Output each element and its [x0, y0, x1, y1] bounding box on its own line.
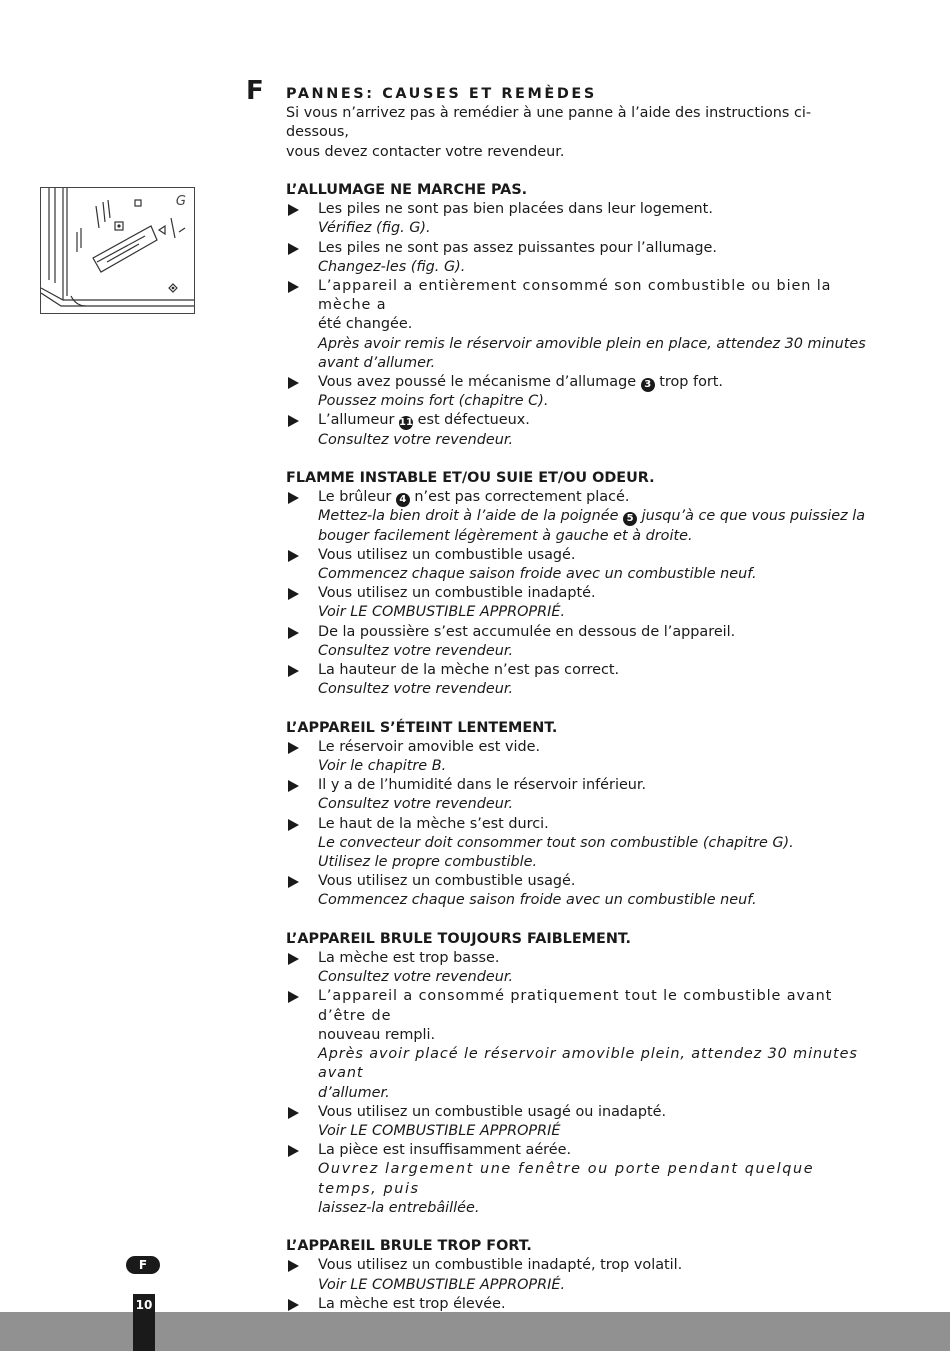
section-heading: L’ALLUMAGE NE MARCHE PAS.: [286, 182, 528, 198]
remedy-text: laissez-la entrebâillée.: [318, 1199, 480, 1216]
section-heading: L’APPAREIL BRULE TOUJOURS FAIBLEMENT.: [286, 930, 631, 947]
cause-text: Vous utilisez un combustible inadapté, trop volatil.: [318, 1257, 683, 1274]
section-heading: L’APPAREIL BRULE TROP FORT.: [286, 1238, 532, 1255]
bullet-arrow-icon: [288, 1299, 299, 1311]
remedy-text: Commencez chaque saison froide avec un combustible neuf.: [318, 566, 757, 583]
cause-text-part: est défectueux.: [417, 412, 530, 429]
page-number: 10: [135, 1298, 153, 1312]
bullet-arrow-icon: [288, 991, 299, 1003]
part-number-badge: 4: [396, 493, 410, 507]
remedy-text: Changez-les (fig. G).: [318, 258, 466, 275]
bullet-arrow-icon: [288, 1260, 299, 1272]
remedy-text: Commencez chaque saison froide avec un combustible neuf.: [318, 892, 757, 909]
bullet-arrow-icon: [288, 377, 299, 389]
troubleshooting-item: [286, 815, 872, 873]
part-number-badge: 3: [641, 378, 655, 392]
cause-text: été changée.: [318, 316, 413, 333]
part-number-badge: 5: [623, 512, 637, 526]
troubleshooting-item: [286, 546, 872, 584]
remedy-text: Après avoir remis le réservoir amovible plein en place, attendez 30 minutes: [318, 335, 866, 352]
cause-text-part: Vous avez poussé le mécanisme d’allumage: [318, 374, 637, 391]
troubleshooting-item: [286, 776, 872, 814]
cause-text: [318, 373, 872, 392]
troubleshooting-item: [286, 738, 872, 776]
cause-text: nouveau rempli.: [318, 1026, 436, 1043]
figure-label: G: [175, 194, 186, 209]
troubleshooting-item: [286, 200, 872, 238]
troubleshooting-item: [286, 1256, 872, 1294]
bullet-arrow-icon: [288, 492, 299, 504]
troubleshooting-item: [286, 488, 872, 546]
bullet-arrow-icon: [288, 550, 299, 562]
troubleshooting-item: [286, 411, 872, 449]
cause-text: Vous utilisez un combustible usagé ou inadapté.: [318, 1103, 667, 1120]
bullet-arrow-icon: [288, 780, 299, 792]
cause-text: La hauteur de la mèche n’est pas correct.: [318, 662, 620, 679]
remedy-text: [318, 507, 872, 526]
remedy-text: Ouvrez largement une fenêtre ou porte pendant quelque temps, puis: [318, 1161, 815, 1197]
bullet-arrow-icon: [288, 627, 299, 639]
part-number-badge: 11: [399, 417, 413, 429]
intro-text: [286, 104, 872, 162]
remedy-text-part: Mettez-la bien droit à l’aide de la poignée: [318, 508, 619, 525]
cause-text: La pièce est insuffisamment aérée.: [318, 1142, 572, 1159]
cause-text: Le haut de la mèche s’est durci.: [318, 815, 549, 832]
remedy-text: Voir LE COMBUSTIBLE APPROPRIÉ.: [318, 1276, 566, 1293]
cause-text: Vous utilisez un combustible usagé.: [318, 546, 576, 563]
remedy-text: Consultez votre revendeur.: [318, 969, 514, 986]
cause-text: Les piles ne sont pas assez puissantes pour l’allumage.: [318, 239, 717, 256]
language-badge: F: [126, 1256, 160, 1274]
troubleshooting-item: [286, 661, 872, 699]
section-letter: F: [246, 76, 264, 106]
cause-text-part: n’est pas correctement placé.: [414, 489, 630, 506]
cause-text: La mèche est trop basse.: [318, 950, 500, 967]
troubleshooting-item: [286, 872, 872, 910]
troubleshooting-item: [286, 277, 872, 373]
cause-text: Vous utilisez un combustible inadapté.: [318, 585, 596, 602]
cause-text: L’appareil a entièrement consommé son combustible ou bien la mèche a: [318, 278, 832, 314]
cause-text: Vous utilisez un combustible usagé.: [318, 873, 576, 890]
bullet-arrow-icon: [288, 953, 299, 965]
figure-g-battery-compartment: [40, 187, 195, 314]
remedy-text: Consultez votre revendeur.: [318, 642, 514, 659]
remedy-text: Après avoir placé le réservoir amovible plein, attendez 30 minutes avant: [318, 1046, 858, 1082]
troubleshooting-item: [286, 1103, 872, 1141]
troubleshooting-item: [286, 584, 872, 622]
bullet-arrow-icon: [288, 819, 299, 831]
section-heading: L’APPAREIL S’ÉTEINT LENTEMENT.: [286, 719, 558, 736]
bullet-arrow-icon: [288, 588, 299, 600]
cause-text-part: L’allumeur: [318, 412, 395, 429]
remedy-text: Voir LE COMBUSTIBLE APPROPRIÉ.: [318, 604, 566, 621]
troubleshooting-item: [286, 949, 872, 987]
troubleshooting-item: [286, 987, 872, 1102]
cause-text-part: Le brûleur: [318, 489, 392, 506]
cause-text-part: trop fort.: [659, 374, 724, 391]
bullet-arrow-icon: [288, 1145, 299, 1157]
cause-text: [318, 488, 872, 507]
bullet-arrow-icon: [288, 415, 299, 427]
remedy-text: Utilisez le propre combustible.: [318, 854, 538, 871]
cause-text: Les piles ne sont pas bien placées dans leur logement.: [318, 201, 713, 218]
troubleshooting-item: [286, 373, 872, 411]
intro-line: Si vous n’arrivez pas à remédier à une panne à l’aide des instructions ci-dessous,: [286, 105, 812, 141]
intro-line: vous devez contacter votre revendeur.: [286, 143, 565, 160]
cause-text: La mèche est trop élevée.: [318, 1295, 506, 1312]
cause-text: De la poussière s’est accumulée en dessous de l’appareil.: [318, 623, 736, 640]
remedy-text: d’allumer.: [318, 1084, 390, 1101]
remedy-text: Consultez votre revendeur.: [318, 681, 514, 698]
remedy-text: Voir LE COMBUSTIBLE APPROPRIÉ: [318, 1122, 561, 1139]
remedy-text: Consultez votre revendeur.: [318, 796, 514, 813]
remedy-text: Voir le chapitre B.: [318, 758, 447, 775]
bullet-arrow-icon: [288, 1107, 299, 1119]
cause-text: [318, 411, 872, 430]
bullet-arrow-icon: [288, 665, 299, 677]
heater-battery-illustration: [41, 188, 195, 314]
cause-text: L’appareil a consommé pratiquement tout le combustible avant d’être de: [318, 988, 833, 1024]
remedy-text-part: jusqu’à ce que vous puissiez la: [641, 508, 866, 525]
bullet-arrow-icon: [288, 876, 299, 888]
remedy-text: Poussez moins fort (chapitre C).: [318, 393, 549, 410]
cause-text: Le réservoir amovible est vide.: [318, 738, 541, 755]
bullet-arrow-icon: [288, 204, 299, 216]
remedy-text: avant d’allumer.: [318, 354, 436, 371]
bullet-arrow-icon: [288, 281, 299, 293]
section-heading: FLAMME INSTABLE ET/OU SUIE ET/OU ODEUR.: [286, 470, 655, 487]
remedy-text: Le convecteur doit consommer tout son combustible (chapitre G).: [318, 834, 794, 851]
troubleshooting-item: [286, 239, 872, 277]
bullet-arrow-icon: [288, 742, 299, 754]
cause-text: Il y a de l’humidité dans le réservoir inférieur.: [318, 777, 647, 794]
remedy-text: Vérifiez (fig. G).: [318, 220, 431, 237]
remedy-text: Consultez votre revendeur.: [318, 431, 514, 448]
troubleshooting-item: [286, 623, 872, 661]
troubleshooting-item: [286, 1141, 872, 1218]
remedy-text: bouger facilement légèrement à gauche et à droite.: [318, 527, 693, 544]
page-title: PANNES: CAUSES ET REMÈDES: [286, 86, 597, 102]
bullet-arrow-icon: [288, 243, 299, 255]
troubleshooting-content: [286, 85, 872, 1333]
